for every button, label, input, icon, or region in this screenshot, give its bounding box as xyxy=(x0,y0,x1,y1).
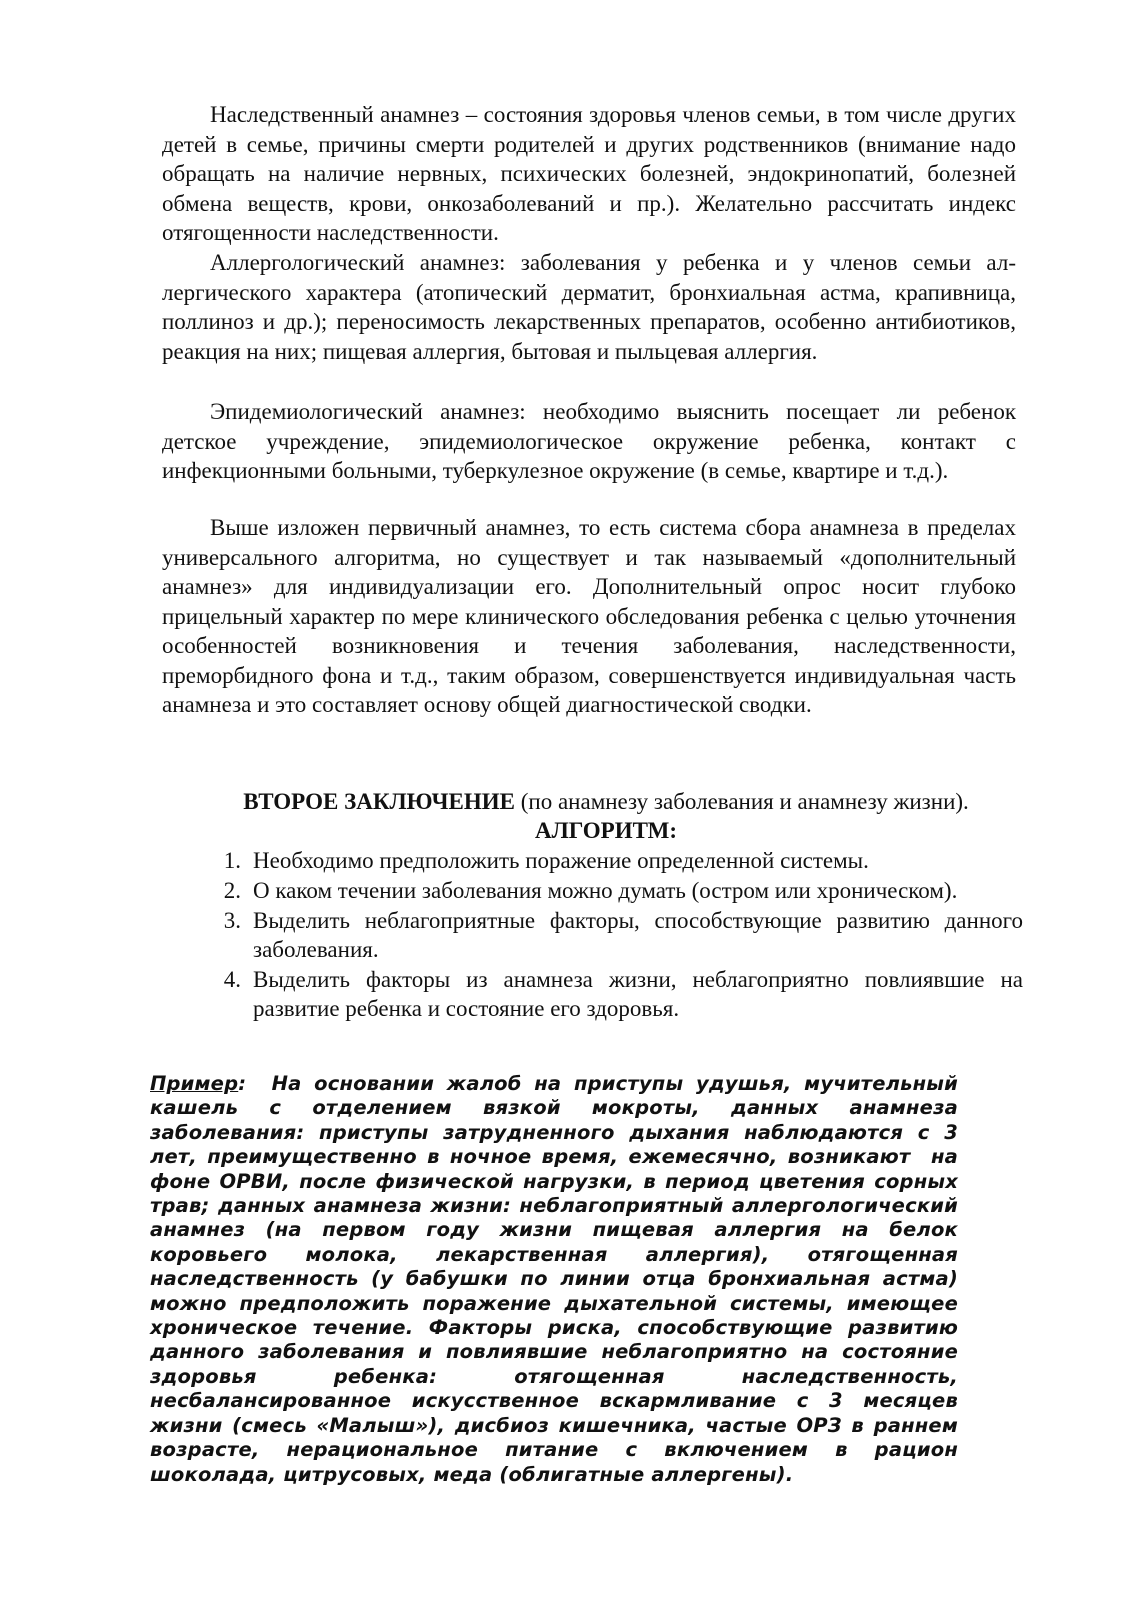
paragraph-additional-anamnesis: Выше изложен первичный анамнез, то есть система сбора анамнеза в пределах универсального алгоритма, но существует и так называемый «дополнительный анамнез» для индивидуализации его. Дополнительный опрос носит глубоко прицельный характер по мере клинического обследования ребенка с целью уточнения особенностей возникновения и течения заболевания, наследственности, преморбидного фона и т.д., таким образом, совершенствуется индивидуальная часть анамнеза и это составляет основу общей диагностической сводки. xyxy=(162,515,1016,717)
conclusion-heading xyxy=(40,787,1132,816)
algorithm-item-number: 4. xyxy=(223,967,241,992)
algorithm-item xyxy=(208,876,1023,905)
example-label: Пример xyxy=(150,1072,239,1095)
paragraph-allergy-anamnesis: Аллергологический анамнез: заболевания у ребенка и у членов семьи аллергического характера (атопический дерматит, бронхиальная астма, крапивница, поллиноз и др.); переносимость лекарственных препаратов, особенно антибиотиков, реакция на них; пищевая аллергия, бытовая и пыльцевая аллергия. xyxy=(162,250,1016,364)
algorithm-heading: АЛГОРИТМ: xyxy=(534,818,678,843)
paragraph-hereditary-anamnesis: Наследственный анамнез – состояния здоровья членов семьи, в том числе других детей в семье, причины смерти родителей и других родственников (внимание надо обращать на наличие нервных, психических болезней, эндокринопатий, болезней обмена веществ, крови, онкозаболеваний и пр.). Желательно рассчитать индекс отягощенности наследственности. xyxy=(162,102,1016,245)
algorithm-item xyxy=(208,906,1023,964)
conclusion-heading-rest: (по анамнезу заболевания и анамнезу жизни). xyxy=(515,789,969,814)
algorithm-list xyxy=(208,846,1023,1024)
algorithm-item xyxy=(208,965,1023,1023)
algorithm-item-text: Выделить неблагоприятные факторы, способствующие развитию данного заболевания. xyxy=(253,908,1023,962)
algorithm-item-text: О каком течении заболевания можно думать (остром или хроническом). xyxy=(253,878,958,903)
example-colon: : xyxy=(238,1072,247,1095)
example-text: На основании жалоб на приступы удушья, мучительный кашель с отделением вязкой мокроты, данных анамнеза заболевания: приступы затрудненного дыхания наблюдаются с 3 лет, преимущественно в ночное время, ежемесячно, возникают на фоне ОРВИ, после физической нагрузки, в период цветения сорных трав; данных анамнеза жизни: неблагоприятный аллергологический анамнез (на первом году жизни пищевая аллергия на белок коровьего молока, лекарственная аллергия), отягощенная наследственность (у бабушки по линии отца бронхиальная астма) можно предположить поражение дыхательной системы, имеющее хроническое течение. Факторы риска, способствующие развитию данного заболевания и повлиявшие неблагоприятно на состояние здоровья ребенка: отягощенная наследственность, несбалансированное искусственное вскармливание с 3 месяцев жизни (смесь «Малыш»), дисбиоз кишечника, частые ОРЗ в раннем возрасте, нерациональное питание с включением в рацион шоколада, цитрусовых, меда (облигатные аллергены). xyxy=(150,1072,965,1486)
paragraph-epidemiological-anamnesis: Эпидемиологический анамнез: необходимо выяснить посещает ли ребенок детское учреждение, эпидемиологическое окружение ребенка, контакт с инфекционными больными, туберкулезное окружение (в семье, квартире и т.д.). xyxy=(162,399,1016,483)
algorithm-item-text: Необходимо предположить поражение определенной системы. xyxy=(253,848,869,873)
algorithm-item-number: 2. xyxy=(223,878,241,903)
algorithm-item-text: Выделить факторы из анамнеза жизни, неблагоприятно повлиявшие на развитие ребенка и состояние его здоровья. xyxy=(253,967,1023,1021)
algorithm-item-number: 3. xyxy=(223,908,241,933)
algorithm-item xyxy=(208,846,1023,875)
example-block xyxy=(150,1072,965,1487)
algorithm-item-number: 1. xyxy=(223,848,241,873)
conclusion-heading-bold: ВТОРОЕ ЗАКЛЮЧЕНИЕ xyxy=(243,789,515,814)
